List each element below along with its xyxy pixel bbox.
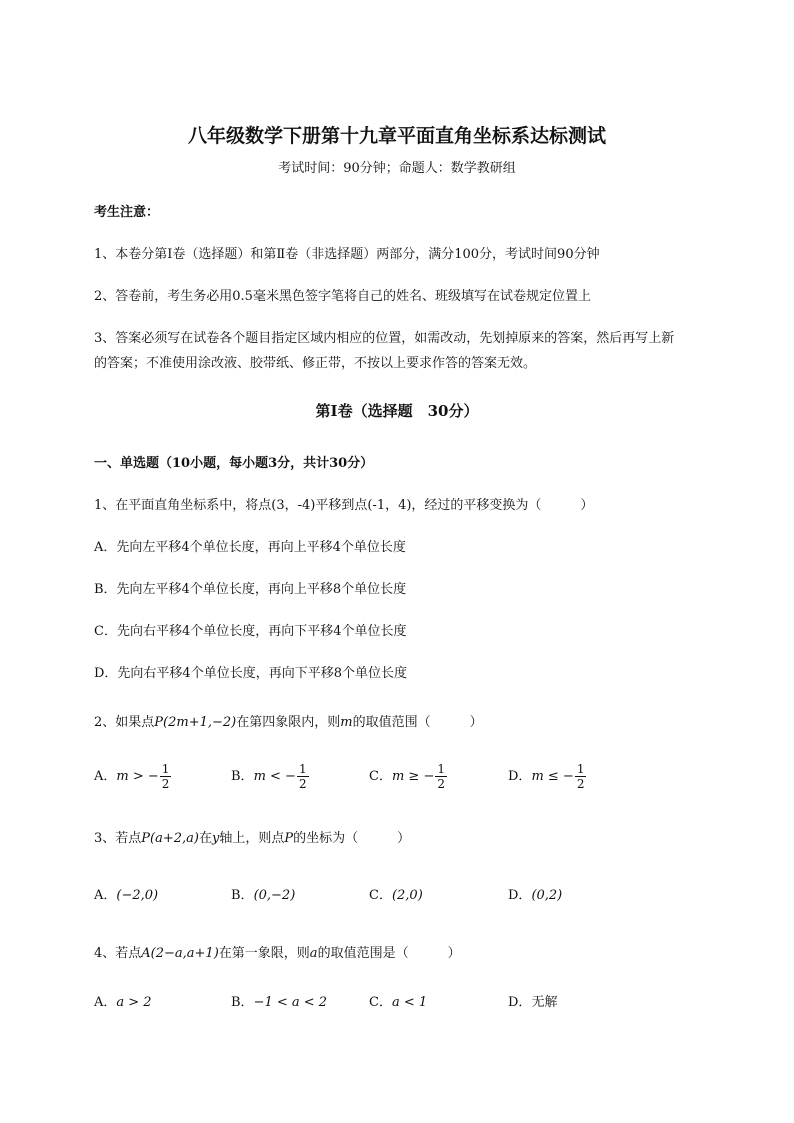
- stem-text: 4、若点: [94, 946, 142, 961]
- stem-math: P(a+2,a): [141, 831, 199, 846]
- section-title: 第Ⅰ卷（选择题 30分）: [315, 402, 479, 420]
- option-label: A．: [94, 769, 117, 784]
- fraction-numerator: 1: [161, 762, 170, 776]
- fraction-denominator: 2: [437, 777, 445, 791]
- option-expr: (2,0): [391, 888, 423, 903]
- stem-text: 的取值范围是（ ）: [317, 946, 461, 961]
- option-fraction: [435, 762, 447, 791]
- question-3-option-c: [369, 884, 423, 903]
- question-4-options: [94, 991, 694, 1011]
- option-expr: a < 1: [391, 995, 428, 1010]
- fraction-numerator: 1: [576, 762, 585, 776]
- question-1-option-b: B．先向左平移4个单位长度，再向上平移8个单位长度: [94, 582, 407, 597]
- question-2-option-d: [508, 762, 586, 791]
- option-label: C．: [369, 769, 392, 784]
- question-1-option-c: C．先向右平移4个单位长度，再向下平移4个单位长度: [94, 624, 407, 639]
- option-label: B．: [231, 769, 254, 784]
- option-label: D．: [508, 769, 532, 784]
- stem-var: a: [309, 946, 318, 961]
- question-3-option-d: [508, 884, 562, 903]
- notice-heading: 考生注意：: [94, 205, 160, 220]
- fraction-numerator: 1: [437, 762, 445, 776]
- option-label: B．: [231, 995, 254, 1010]
- option-label: D．: [508, 888, 532, 903]
- fraction-numerator: 1: [298, 762, 307, 776]
- option-expr: −1 < a < 2: [253, 995, 328, 1010]
- option-label: C．: [369, 888, 392, 903]
- question-2-option-b: [231, 762, 309, 791]
- stem-var: P: [284, 831, 294, 846]
- option-expr: m > −: [116, 769, 159, 784]
- stem-var: m: [340, 715, 353, 730]
- question-2-option-a: [94, 762, 171, 791]
- question-4-option-d: [508, 991, 557, 1010]
- option-fraction: [160, 762, 172, 791]
- notice-item: 2、答卷前，考生务必用0.5毫米黑色签字笔将自己的姓名、班级填写在试卷规定位置上: [94, 289, 591, 304]
- question-3-option-a: [94, 884, 158, 903]
- question-2-options: [94, 762, 694, 796]
- option-expr: m ≥ −: [391, 769, 435, 784]
- part-heading: 一、单选题（10小题，每小题3分，共计30分）: [94, 456, 374, 471]
- fraction-denominator: 2: [576, 777, 585, 791]
- option-label: A．: [94, 995, 117, 1010]
- exam-subtitle: 考试时间：90分钟；命题人：数学教研组: [278, 161, 516, 176]
- notice-item: 3、答案必须写在试卷各个题目指定区域内相应的位置，如需改动，先划掉原来的答案，然后再写上新: [94, 331, 675, 346]
- option-fraction: [297, 762, 309, 791]
- question-2-option-c: [369, 762, 447, 791]
- option-label: C．: [369, 995, 392, 1010]
- option-label: A．: [94, 888, 117, 903]
- stem-text: 2、如果点: [94, 715, 155, 730]
- stem-text: 3、若点: [94, 831, 142, 846]
- stem-var: y: [211, 831, 220, 846]
- stem-text: 在第四象限内，则: [236, 715, 341, 730]
- stem-text: 在: [198, 831, 212, 846]
- stem-math: P(2m+1,−2): [154, 715, 237, 730]
- exam-title: 八年级数学下册第十九章平面直角坐标系达标测试: [187, 125, 606, 147]
- option-expr: (0,2): [531, 888, 563, 903]
- option-label: D．: [508, 995, 532, 1010]
- notice-item: 1、本卷分第Ⅰ卷（选择题）和第Ⅱ卷（非选择题）两部分，满分100分，考试时间90分钟: [94, 247, 600, 262]
- question-1-stem: 1、在平面直角坐标系中，将点(3，-4)平移到点(-1，4)，经过的平移变换为（ ）: [94, 498, 594, 513]
- option-expr: m ≤ −: [531, 769, 574, 784]
- notice-item: 的答案；不准使用涂改液、胶带纸、修正带，不按以上要求作答的答案无效。: [94, 356, 537, 371]
- question-4-option-a: [94, 991, 152, 1010]
- option-fraction: [575, 762, 587, 791]
- option-expr: a > 2: [116, 995, 152, 1010]
- stem-text: 的坐标为（ ）: [293, 831, 411, 846]
- stem-text: 的取值范围（ ）: [352, 715, 483, 730]
- option-expr: (−2,0): [116, 888, 159, 903]
- question-4-stem: [94, 942, 461, 961]
- question-1-option-a: A．先向左平移4个单位长度，再向上平移4个单位长度: [94, 540, 406, 555]
- stem-text: 在第一象限，则: [218, 946, 310, 961]
- fraction-denominator: 2: [161, 777, 170, 791]
- option-expr: m < −: [253, 769, 296, 784]
- question-4-option-b: [231, 991, 327, 1010]
- question-3-option-b: [231, 884, 295, 903]
- stem-math: A(2−a,a+1): [141, 946, 219, 961]
- option-expr: 无解: [531, 995, 558, 1010]
- option-expr: (0,−2): [253, 888, 296, 903]
- question-3-options: [94, 884, 694, 904]
- stem-text: 轴上，则点: [219, 831, 285, 846]
- question-4-option-c: [369, 991, 427, 1010]
- fraction-denominator: 2: [298, 777, 307, 791]
- question-2-stem: [94, 711, 483, 730]
- question-1-option-d: D．先向右平移4个单位长度，再向下平移8个单位长度: [94, 666, 407, 681]
- option-label: B．: [231, 888, 254, 903]
- question-3-stem: [94, 827, 410, 846]
